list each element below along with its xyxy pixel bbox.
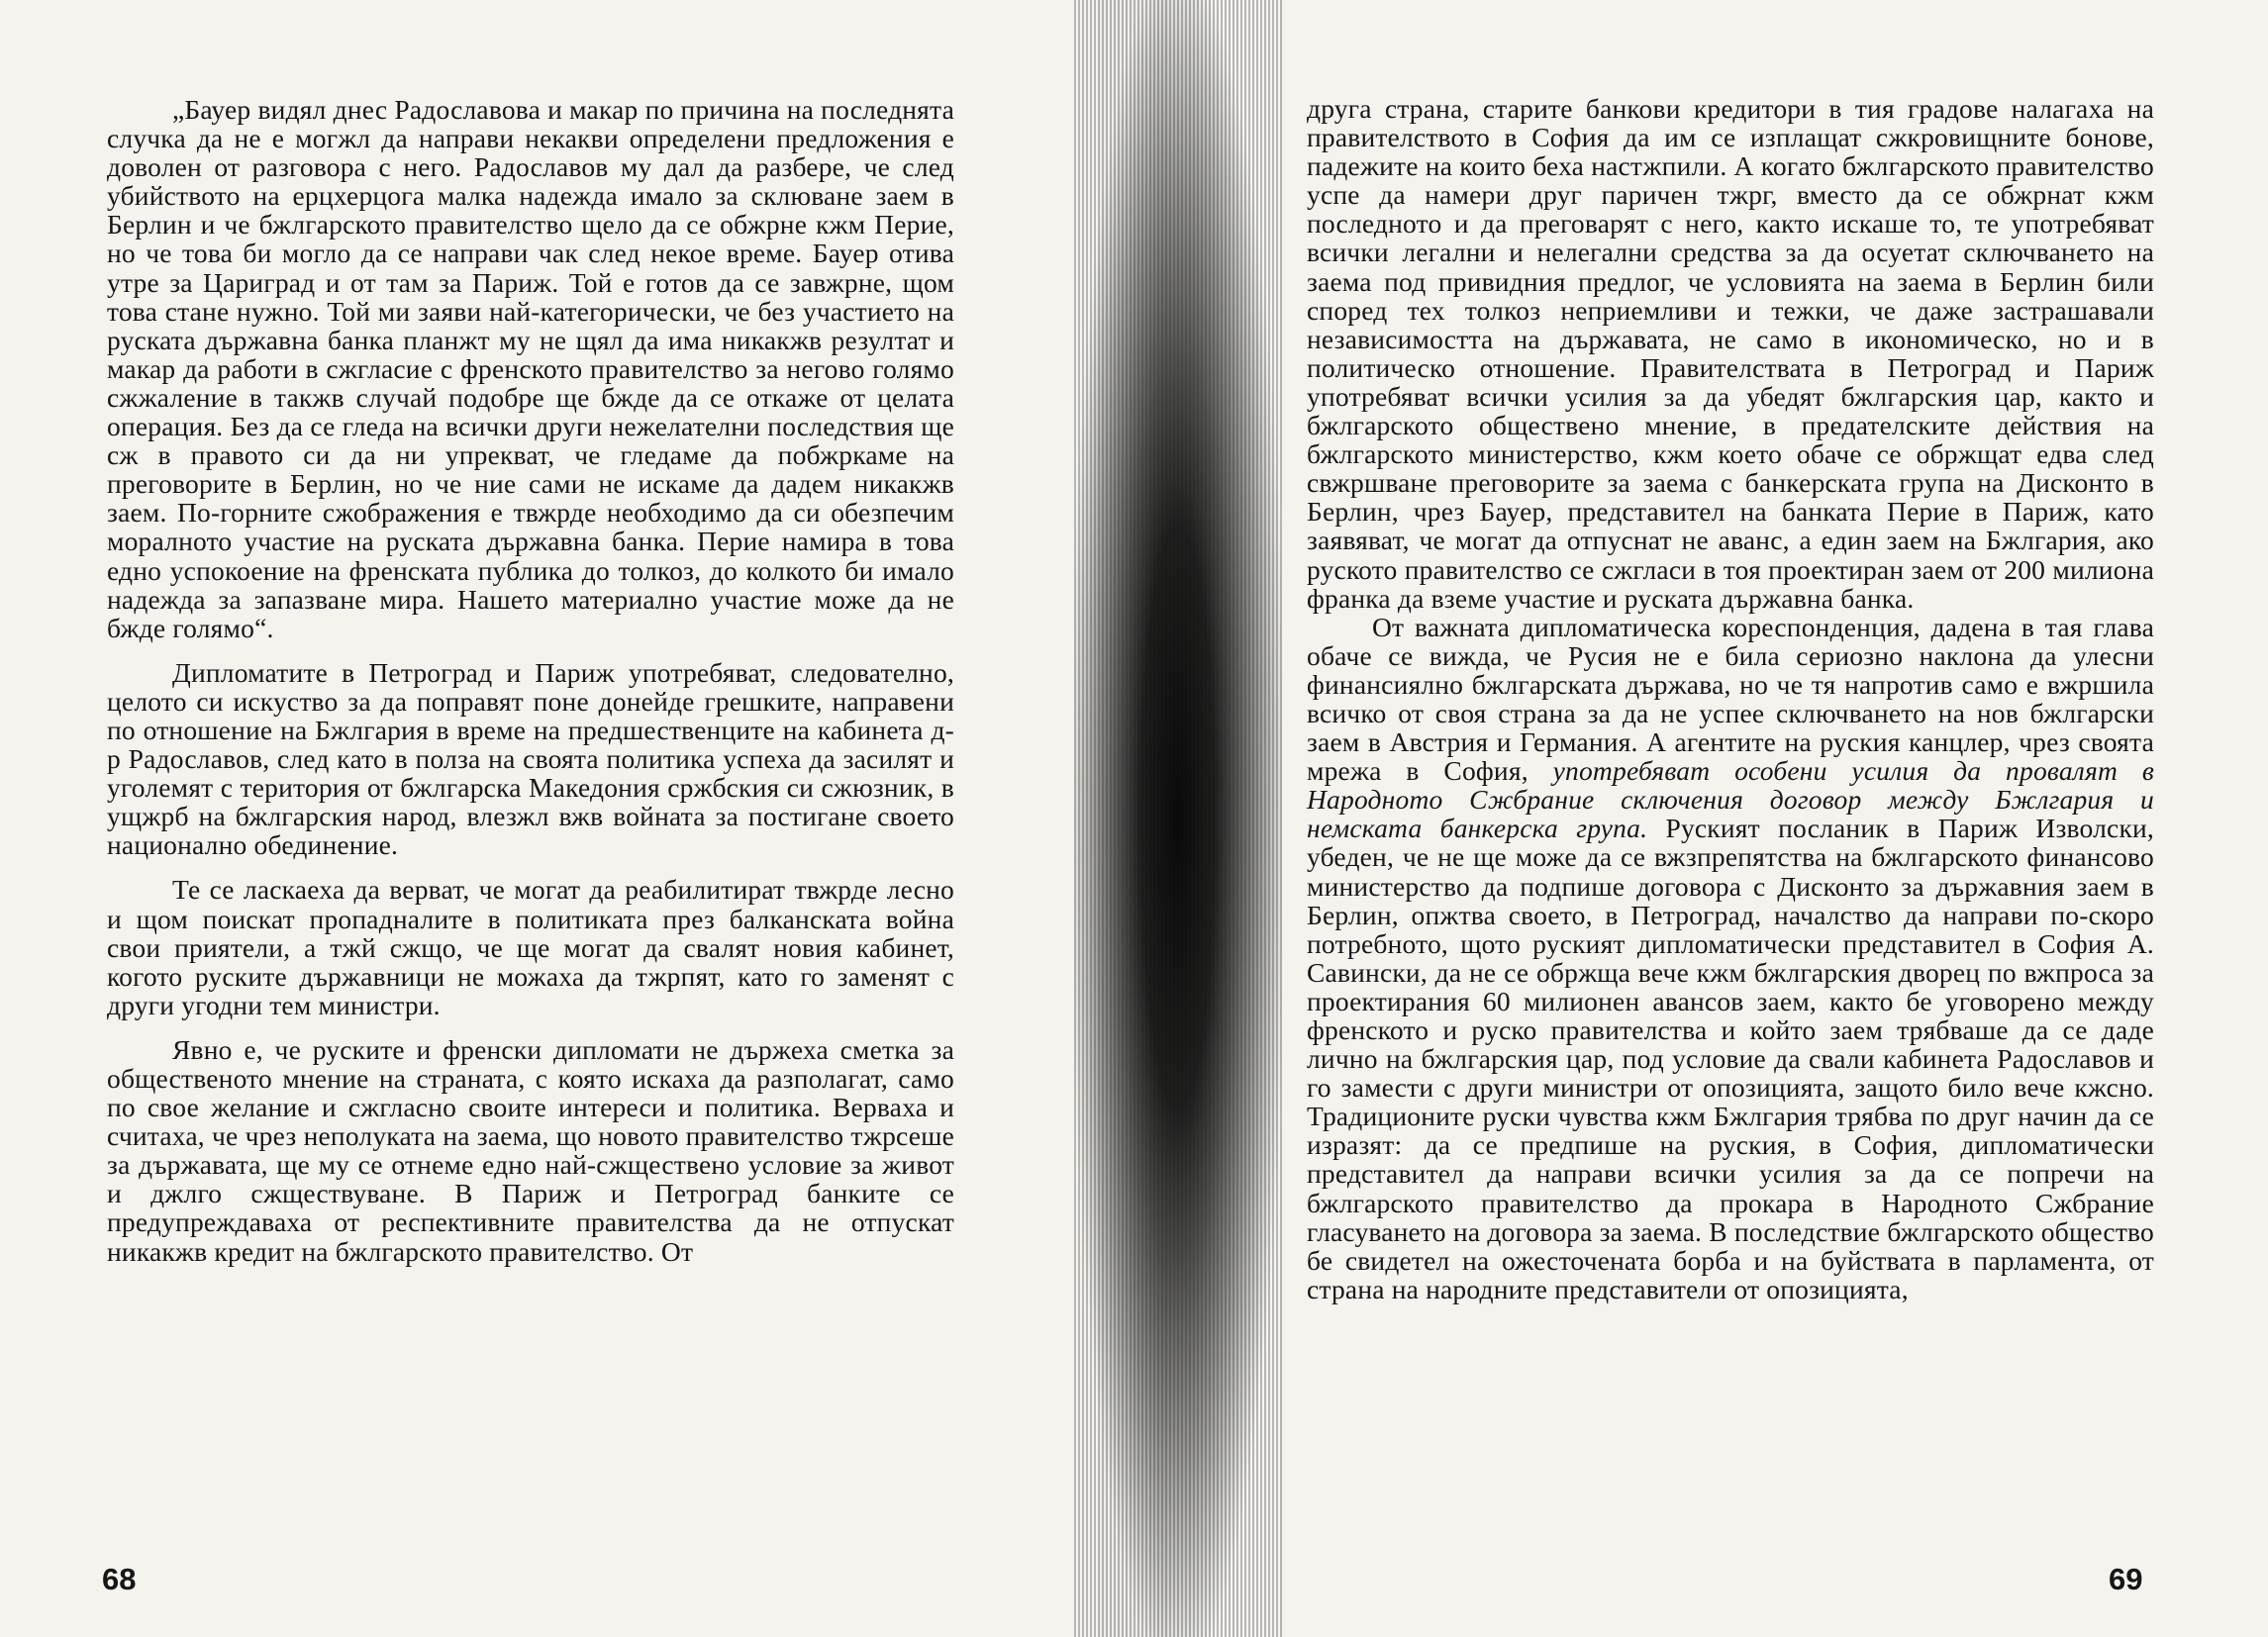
paragraph: Явно е, че руските и френски дипломати не държеха сметка за общественото мнение на страната, с която искаха да разполагат, само по свое желание и сжгласно своите интереси и политика. Верваха и считаха, че чрез неполуката на заема, що новото правителство тжрсеше за държавата, ще му се отнеме едно най-сжществено условие за живот и джлго сжществуване. В Париж и Петроград банките се предупреждаваха от респективните правителства да не отпускат никакжв кредит на бжлгарското правителство. От [107, 1033, 954, 1267]
left-page [0, 0, 1099, 1637]
left-page-text [107, 95, 954, 1266]
paragraph: „Бауер видял днес Радославова и макар по причина на последнята случка да не е могжл да направи некакви определени предложения е доволен от разговора с него. Радославов му дал да разбере, че след убийството на ерцхерцога малка надежда имало за склюване заем в Берлин и че бжлгарското правителство щело да се обжрне кжм Перие, но че това би могло да се направи чак след некое време. Бауер отива утре за Цариград и от там за Париж. Той е готов да се завжрне, щом това стане нужно. Той ми заяви най-категорически, че без участието на руската държавна банка планжт му не щял да има никакжв резултат и макар да работи в сжгласие с френското правителство за негово голямо сжжаление в такжв случай подобре ще бжде да се откаже от целата операция. Без да се гледа на всички други нежелателни последствия ще сж в правото си да ни упрекват, че гледаме да побжркаме на преговорите в Берлин, но че ние сами не искаме да дадем никакжв заем. По-горните сжображения е твжрде необходимо да си обезпечим моралното участие на руската държавна банка. Перие намира в това едно успокоение на френската публика до толкоз, до колкото би имало надежда за запазване мира. Нашето материално участие може да не бжде голямо“. [107, 94, 954, 643]
paragraph [1307, 613, 2154, 1303]
page-number: 68 [102, 1562, 137, 1596]
paragraph: друга страна, старите банкови кредитори в тия градове налагаха на правителството в София да им се изплащат сжкровищните бонове, падежите на които беха настжпили. А когато бжлгарското правителство успе да намери друг паричен тжрг, вместо да се обжрнат кжм последното и да преговарят с него, както искаше то, те употребяват всички легални и нелегални средства за да осуетат сключването на заема под привидния предлог, че условията на заема в Берлин били според тех толкоз неприемливи и тежки, че даже застрашавали независимостта на държавата, не само в икономическо, но и в политическо отношение. Правителствата в Петроград и Париж употребяват всички усилия за да убедят бжлгарския цар, както и бжлгарското обществено мнение, в предателските действия на бжлгарското министерство, кжм което обаче се обржщат едва след свжршване преговорите за заема с банкерската група на Дисконто в Берлин, чрез Бауер, представител на банката Перие в Париж, като заявяват, че могат да отпуснат не аванс, а един заем на Бжлгария, ако руското правителство се сжгласи в тоя проектиран заем от 200 милиона франка да вземе участие и руската държавна банка. [1307, 93, 2154, 614]
right-page-text [1307, 94, 2154, 1303]
paragraph-text: От важната дипломатическа кореспонденция, дадена в тая глава обаче се вижда, че Русия не е била сериозно наклона да улесни финансиялно бжлгарската държава, но че тя напротив само е вжршила всичко от своя страна за да не успее сключването на нов бжлгарски заем в Австрия и Германия. А агентите на руския канцлер, чрез своята мрежа в София, [1307, 611, 2154, 787]
paragraph-text: Руският посланик в Париж Изволски, убеден, че не ще може да се вжзпрепятства на бжлгарското финансово министерство да подпише договора с Дисконто за държавния заем в Берлин, опжтва своето, в Петроград, началство да направи по-скоро потребното, щото руският дипломатически представител в София А. Савински, да не се обржща вече кжм бжлгарския дворец по вжпроса за проектирания 60 милионен авансов заем, както бе уговорено между френското и руско правителства и който заем трябваше да се даде лично на бжлгарския цар, под условие да свали кабинета Радославов и го замести с други министри от опозицията, защото било вече кжсно. Традиционите руски чувства кжм Бжлгария трябва по друг начин да се изразят: да се предпише на руския, в София, дипломатически представител да направи всички усилия за да се попречи на бжлгарското правителство да прокара в Народното Сжбрание гласуването на договора за заема. В последствие бжлгарското общество бе свидетел на ожесточената борба и на буйствата в парламента, от страна на народните представители от опозицията, [1307, 813, 2154, 1304]
paragraph: Те се ласкаеха да верват, че могат да реабилитират твжрде лесно и щом поискат пропадналите в политиката през балканската война свои приятели, а тжй сжщо, че ще могат да свалят новия кабинет, когото руските държавници не можаха да тжрпят, като го заменят с други угодни тем министри. [107, 874, 954, 1020]
right-page [1168, 0, 2268, 1637]
paragraph: Дипломатите в Петроград и Париж употребяват, следователно, целото си искуство за да поправят поне донейде грешките, направени по отношение на Бжлгария в време на предшественците на кабинета д-р Радославов, след като в полза на своята политика успеха да засилят и уголемят с територия от бжлгарска Македония сржбския си сжюзник, в ущжрб на бжлгарския народ, влезжл вжв войната за постигане своето национално обединение. [107, 656, 954, 861]
page-number: 69 [2109, 1562, 2143, 1596]
book-gutter-shadow [1074, 0, 1282, 1637]
italic-text: употребяват особени усилия да провалят в Народното Сжбрание сключения договор между Бжлгария и немската банкерска група. [1307, 755, 2155, 844]
